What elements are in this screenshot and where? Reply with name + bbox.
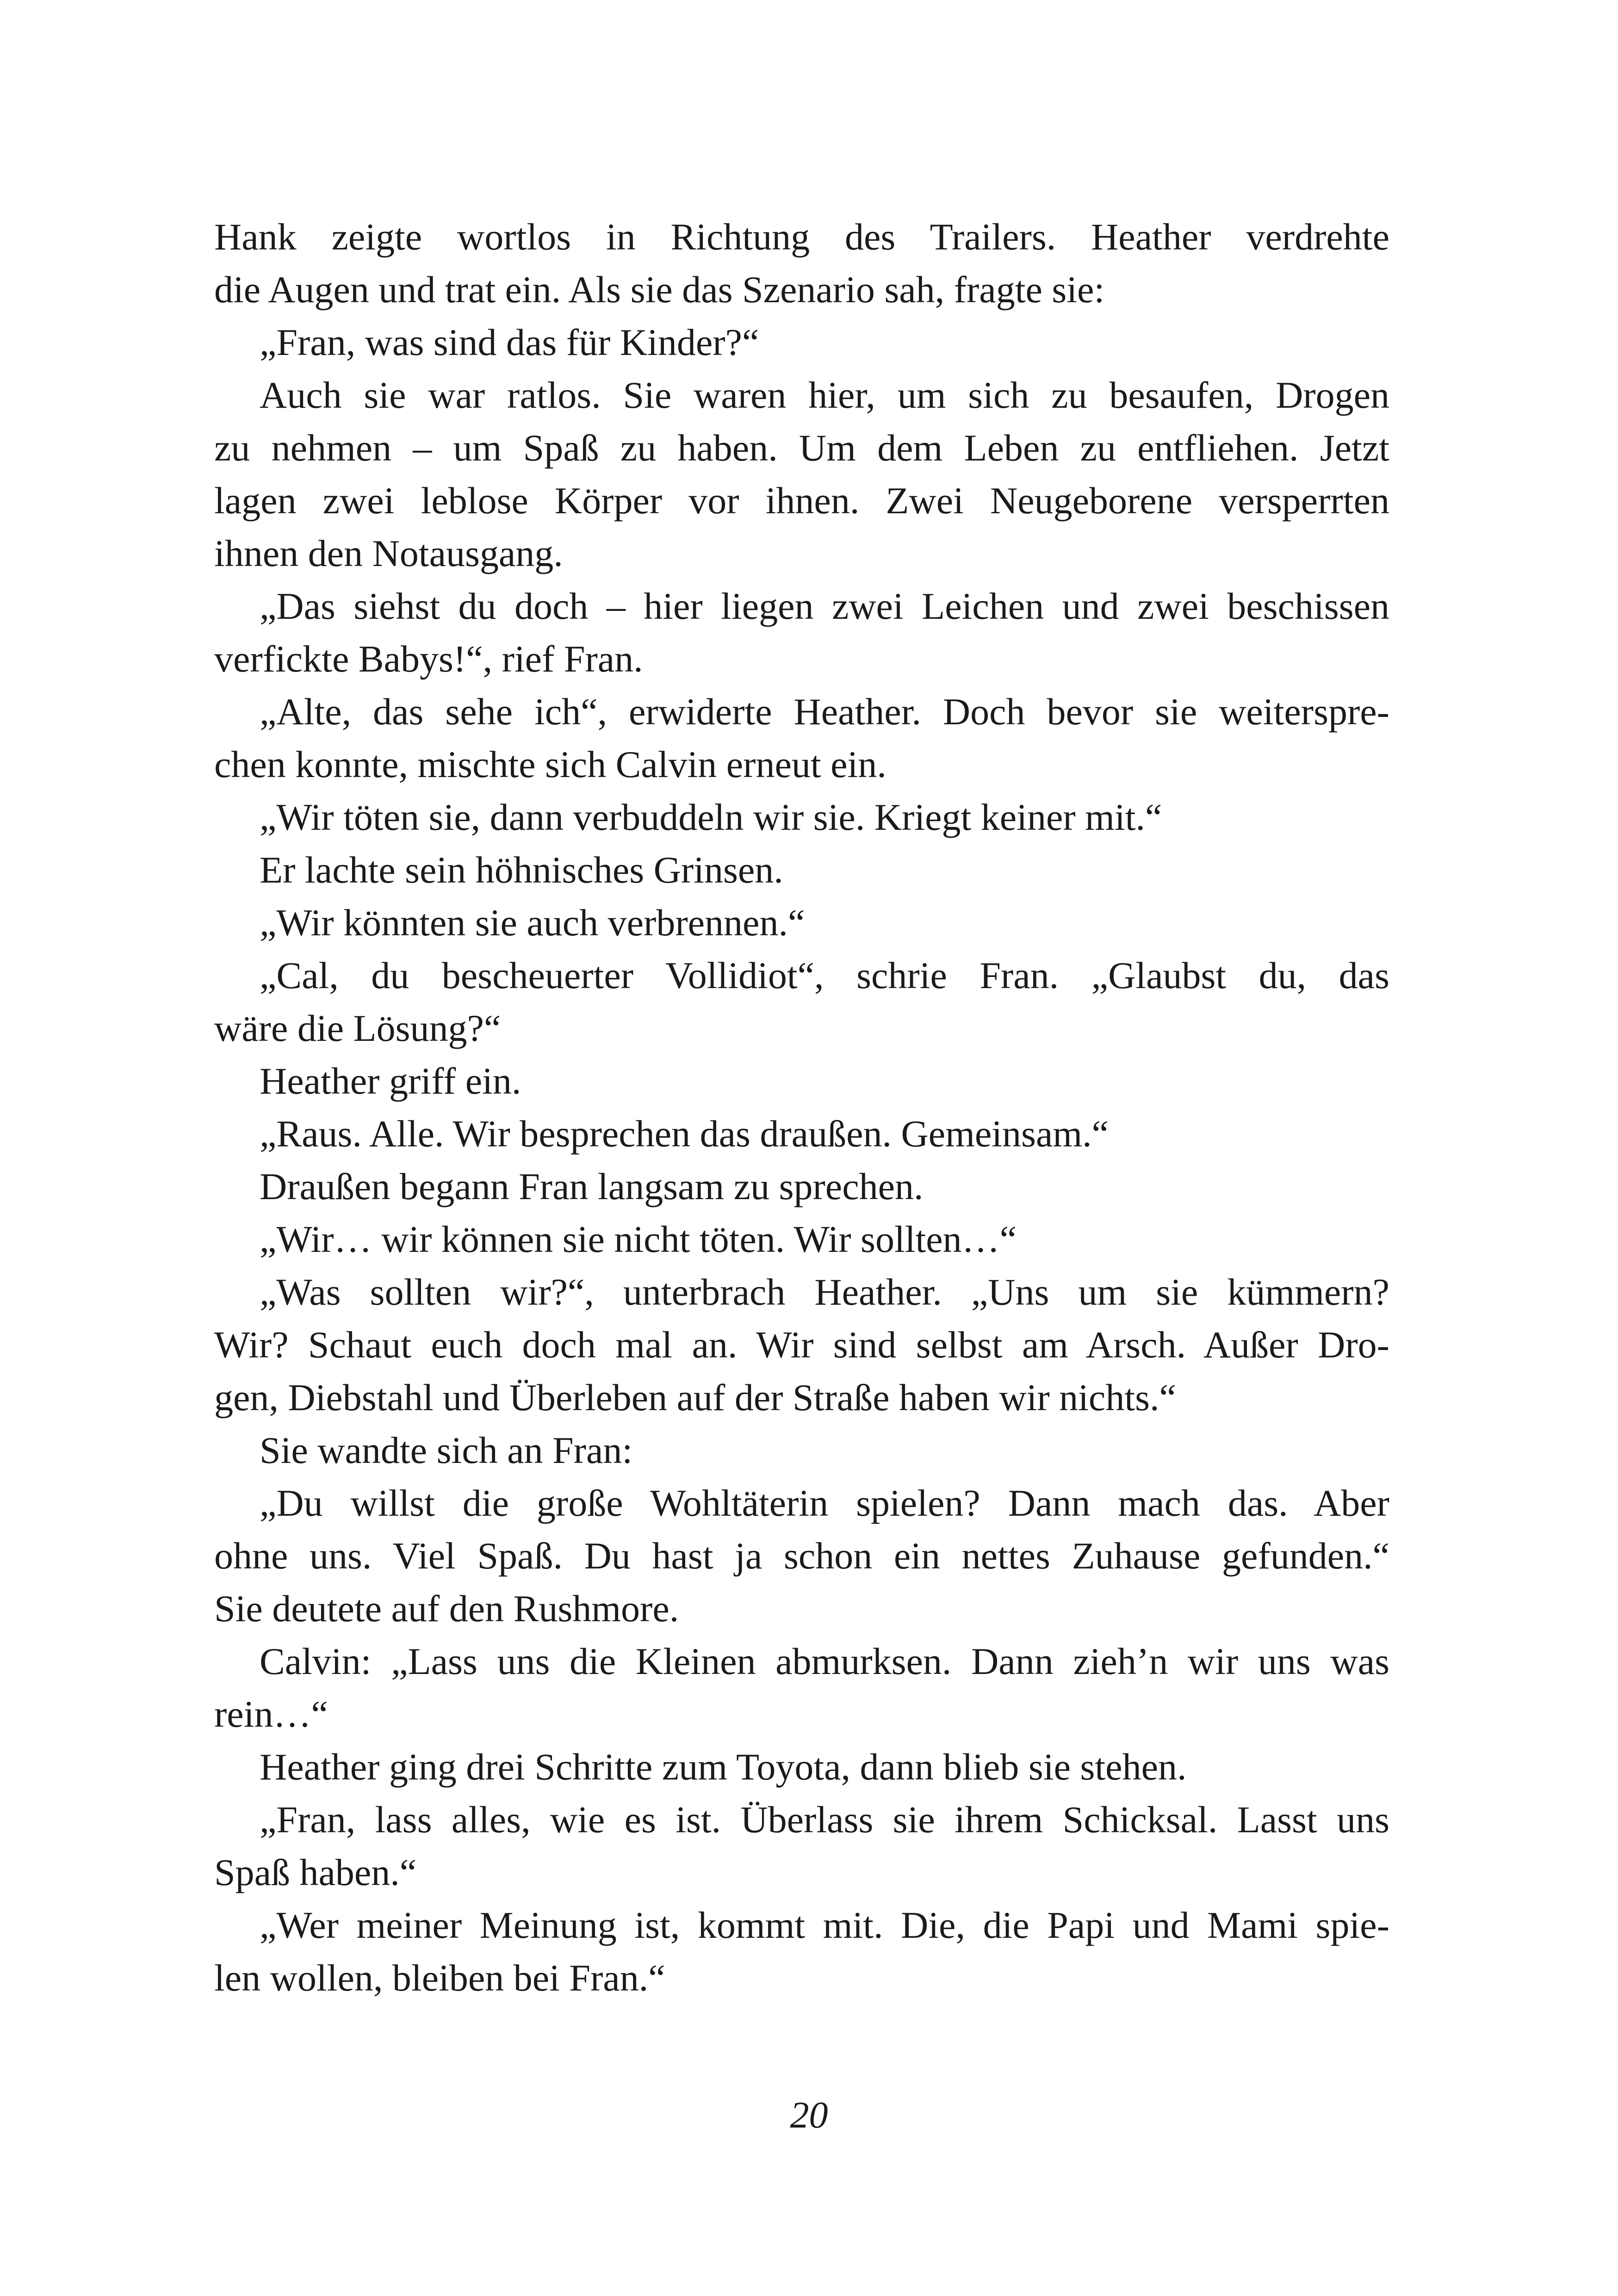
text-line: „Das siehst du doch – hier liegen zwei Leichen und zwei beschissen bbox=[260, 585, 1389, 627]
text-line: „Raus. Alle. Wir besprechen das draußen. Gemeinsam.“ bbox=[260, 1113, 1109, 1155]
page-number: 20 bbox=[790, 2094, 828, 2136]
text-line: Calvin: „Lass uns die Kleinen abmurksen. Dann zieh’n wir uns was bbox=[260, 1640, 1389, 1682]
text-line: Wir? Schaut euch doch mal an. Wir sind selbst am Arsch. Außer Dro- bbox=[214, 1324, 1389, 1366]
text-line: rein…“ bbox=[214, 1693, 328, 1735]
text-line: ohne uns. Viel Spaß. Du hast ja schon ein nettes Zuhause gefunden.“ bbox=[214, 1535, 1389, 1577]
text-line: verfickte Babys!“, rief Fran. bbox=[214, 638, 643, 680]
text-line: Sie deutete auf den Rushmore. bbox=[214, 1587, 679, 1630]
text-line: „Wir… wir können sie nicht töten. Wir sollten…“ bbox=[260, 1218, 1017, 1260]
text-line: Auch sie war ratlos. Sie waren hier, um sich zu besaufen, Drogen bbox=[260, 374, 1389, 416]
text-line: „Cal, du bescheuerter Vollidiot“, schrie Fran. „Glaubst du, das bbox=[260, 954, 1389, 996]
text-line: len wollen, bleiben bei Fran.“ bbox=[214, 1957, 665, 1999]
text-line: „Wir könnten sie auch verbrennen.“ bbox=[260, 902, 805, 944]
text-line: ihnen den Notausgang. bbox=[214, 532, 563, 574]
text-line: Draußen begann Fran langsam zu sprechen. bbox=[260, 1165, 924, 1207]
text-line: chen konnte, mischte sich Calvin erneut ein. bbox=[214, 743, 886, 785]
text-line: Hank zeigte wortlos in Richtung des Trailers. Heather verdrehte bbox=[214, 216, 1389, 258]
text-line: die Augen und trat ein. Als sie das Szenario sah, fragte sie: bbox=[214, 268, 1105, 311]
text-line: zu nehmen – um Spaß zu haben. Um dem Leben zu entfliehen. Jetzt bbox=[214, 427, 1389, 469]
text-line: Sie wandte sich an Fran: bbox=[260, 1429, 633, 1471]
text-line: „Alte, das sehe ich“, erwiderte Heather. Doch bevor sie weiterspre- bbox=[260, 691, 1389, 733]
text-line: gen, Diebstahl und Überleben auf der Straße haben wir nichts.“ bbox=[214, 1376, 1176, 1419]
text-line: „Was sollten wir?“, unterbrach Heather. „Uns um sie kümmern? bbox=[260, 1271, 1389, 1313]
text-line: Spaß haben.“ bbox=[214, 1851, 417, 1893]
text-line: „Du willst die große Wohltäterin spielen? Dann mach das. Aber bbox=[260, 1482, 1389, 1524]
text-line: Heather ging drei Schritte zum Toyota, dann blieb sie stehen. bbox=[260, 1746, 1187, 1788]
text-line: „Fran, lass alles, wie es ist. Überlass sie ihrem Schicksal. Lasst uns bbox=[260, 1798, 1389, 1841]
text-line: „Fran, was sind das für Kinder?“ bbox=[260, 321, 759, 363]
text-line: „Wir töten sie, dann verbuddeln wir sie. Kriegt keiner mit.“ bbox=[260, 796, 1162, 838]
text-line: wäre die Lösung?“ bbox=[214, 1007, 501, 1049]
body-text bbox=[214, 211, 1389, 2004]
text-line: lagen zwei leblose Körper vor ihnen. Zwei Neugeborene versperrten bbox=[214, 479, 1389, 522]
text-line: „Wer meiner Meinung ist, kommt mit. Die, die Papi und Mami spie- bbox=[260, 1904, 1389, 1946]
text-line: Er lachte sein höhnisches Grinsen. bbox=[260, 849, 783, 891]
text-line: Heather griff ein. bbox=[260, 1060, 521, 1102]
